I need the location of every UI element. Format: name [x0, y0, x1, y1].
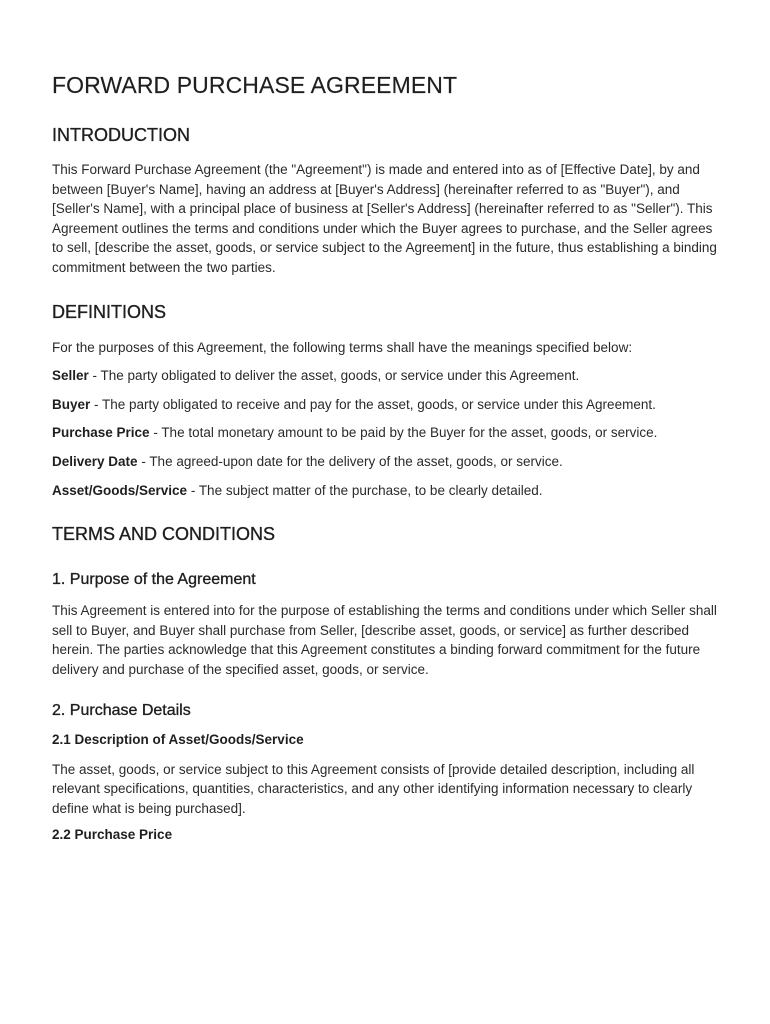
definition-text: - The party obligated to receive and pay for the asset, goods, or service under this Agreement. — [90, 396, 656, 412]
document-page — [52, 70, 724, 844]
document-title: FORWARD PURCHASE AGREEMENT — [52, 72, 458, 98]
definition-text: - The agreed-upon date for the delivery of the asset, goods, or service. — [137, 453, 563, 469]
introduction-heading: INTRODUCTION — [52, 125, 190, 145]
definition-asset-goods-service — [52, 481, 724, 501]
definition-seller — [52, 366, 724, 386]
definition-term: Seller — [52, 368, 89, 384]
section-2-1-heading: 2.1 Description of Asset/Goods/Service — [52, 731, 304, 747]
definition-term: Buyer — [52, 396, 91, 412]
definition-text: - The subject matter of the purchase, to be clearly detailed. — [187, 482, 543, 498]
definition-term: Delivery Date — [52, 453, 138, 469]
definition-delivery-date — [52, 452, 724, 472]
introduction-paragraph: This Forward Purchase Agreement (the "Agreement") is made and entered into as of [Effective Date], by and between [Buyer's Name], having an address at [Buyer's Address] (hereinafter referred to as "Buyer"), and [Seller's Name], with a principal place of business at [Seller's Address] (hereinafter referred to as "Seller"). This Agreement outlines the terms and conditions under which the Buyer agrees to purchase, and the Seller agrees to sell, [describe the asset, goods, or service subject to the Agreement] in the future, thus establishing a binding commitment between the two parties. — [52, 162, 717, 275]
definition-buyer — [52, 395, 724, 415]
section-1-heading: 1. Purpose of the Agreement — [52, 571, 256, 589]
definitions-heading: DEFINITIONS — [52, 301, 167, 322]
section-2-2-heading: 2.2 Purchase Price — [52, 827, 173, 843]
definition-term: Asset/Goods/Service — [52, 482, 188, 498]
section-2-1-paragraph: The asset, goods, or service subject to this Agreement consists of [provide detailed description, including all relevant specifications, quantities, characteristics, and any other identifying information necessary to clearly define what is being purchased]. — [52, 761, 695, 816]
definition-text: - The party obligated to deliver the asset, goods, or service under this Agreement. — [88, 368, 580, 384]
definitions-intro: For the purposes of this Agreement, the following terms shall have the meanings specified below: — [52, 339, 633, 355]
terms-heading: TERMS AND CONDITIONS — [52, 524, 276, 545]
definition-term: Purchase Price — [52, 425, 150, 441]
section-1-paragraph: This Agreement is entered into for the purpose of establishing the terms and conditions under which Seller shall sell to Buyer, and Buyer shall purchase from Seller, [describe asset, goods, or service] as further described herein. The parties acknowledge that this Agreement constitutes a binding forward commitment for the future delivery and purchase of the specified asset, goods, or service. — [52, 603, 717, 677]
definition-text: - The total monetary amount to be paid by the Buyer for the asset, goods, or service. — [149, 425, 658, 441]
section-2-heading: 2. Purchase Details — [52, 701, 191, 719]
definition-purchase-price — [52, 423, 724, 443]
